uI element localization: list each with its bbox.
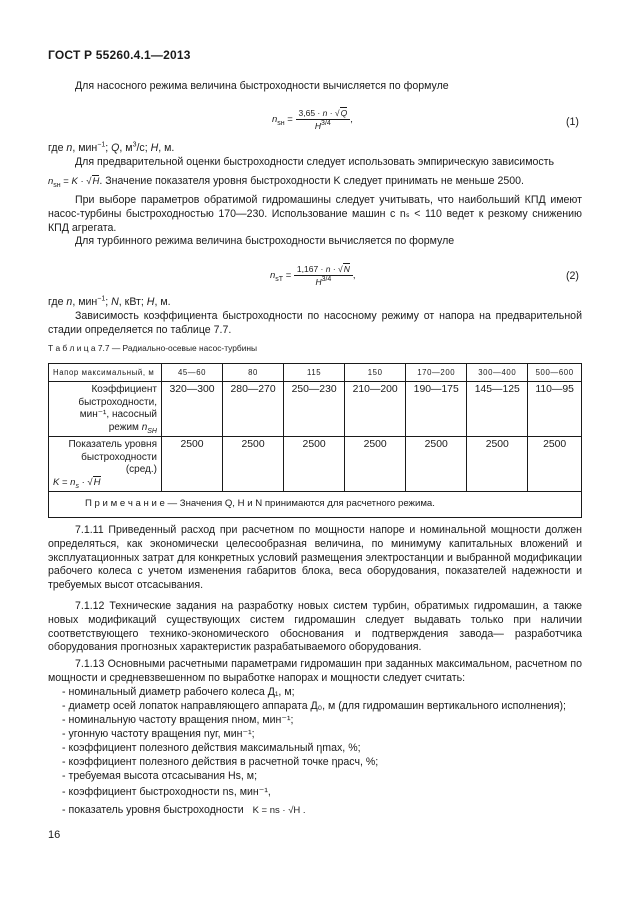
list-item: - номинальный диаметр рабочего колеса Д₁, м; [62,686,295,698]
table-cell: 2500 [406,437,467,492]
table-cell: 2500 [284,437,345,492]
row-label-speed-index: Показатель уровня быстроходности (сред.) $K = n_s \cdot √H$ [49,437,162,492]
table-cell: 145—125 [467,382,528,437]
page-number: 16 [48,829,61,841]
table-note-row [49,492,582,518]
table-7-7 [48,363,582,518]
table-cell: 250—230 [284,382,345,437]
table-cell: 110—95 [528,382,582,437]
table-cell: 320—300 [162,382,223,437]
section-7-1-13: 7.1.13 Основными расчетными параметрами гидромашин при заданных максимальном, расчетном по мощности и средневзвешенном по выработке напорах и мощности следует считать: [48,658,582,684]
equation-number-1: (1) [566,116,579,128]
list-item-last: - показатель уровня быстроходности K = ns · √H . [62,804,306,816]
row-label-speed-coefficient: Коэффициент быстроходности, мин⁻¹, насосный режим $n_{SH}$ [49,382,162,437]
table-cell: 2500 [467,437,528,492]
list-item: - коэффициент быстроходности ns, мин⁻¹, [62,786,271,798]
table-cell: 2500 [345,437,406,492]
paragraph-dependence: Зависимость коэффициента быстроходности по насосному режиму от напора на предварительной стадии определяется по таблице 7.7. [48,310,582,336]
table-col-header: 80 [223,364,284,382]
section-7-1-11: 7.1.11 Приведенный расход при расчетном по мощности напоре и номинальной мощности должен определяться, как экономически целесообразная величина, по минимуму капитальных вложений и эксплуатационных затрат для конкретных условий размещения электростанции и выбранной модификации рабочего колеса с учетом изменения габаритов блока, веса оборудования, показателей надежности и требуемых высот отсасывания. [48,524,582,592]
table-col-header: 300—400 [467,364,528,382]
paragraph-pump-mode-intro: Для насосного режима величина быстроходности вычисляется по формуле [75,80,449,92]
table-col-header: 115 [284,364,345,382]
list-item: - требуемая высота отсасывания Hs, м; [62,770,258,782]
document-header: ГОСТ Р 55260.4.1—2013 [48,48,191,62]
table-col-header: 500—600 [528,364,582,382]
table-col-header: 170—200 [406,364,467,382]
paragraph-where-1: где n, мин$^{-1}$; Q, $м^3/с$; H, м. [48,141,175,154]
list-item: - коэффициент полезного действия максимальный ηmax, %; [62,742,361,754]
table-cell: 2500 [223,437,284,492]
table-cell: 210—200 [345,382,406,437]
table-col-header: 150 [345,364,406,382]
paragraph-empirical: Для предварительной оценки быстроходности следует использовать эмпирическую зависимость [75,156,555,168]
section-7-1-12: 7.1.12 Технические задания на разработку новых систем турбин, обратимых гидромашин, а также новых модификаций существующих систем гидромашин следует выдавать только при наличии соответствующего технико-экономического обоснования и подтверждения завода— разработчика оборудования прогнозных характеристик разрабатываемого оборудования. [48,600,582,654]
table-caption: Т а б л и ц а 7.7 — Радиально-осевые насос-турбины [48,343,258,353]
table-cell: 280—270 [223,382,284,437]
table-note: П р и м е ч а н и е — Значения Q, H и N принимаются для расчетного режима. [49,492,582,518]
formula-1: $n_{sн}$ = $\frac{3,65 \cdot n \cdot √Q}{H^{3/4}}$ , [272,108,353,131]
list-item: - угонную частоту вращения nуг, мин⁻¹; [62,728,255,740]
table-cell: 2500 [162,437,223,492]
paragraph-turbine-mode-intro: Для турбинного режима величина быстроходности вычисляется по формуле [75,235,455,247]
table-header-row [49,364,582,382]
table-col-header: 45—60 [162,364,223,382]
table-header-label: Напор максимальный, м [49,364,162,382]
table-cell: 190—175 [406,382,467,437]
equation-number-2: (2) [566,270,579,282]
formula-2: $n_{sT}$ = $\frac{1,167 \cdot n \cdot √N}{H^{3/4}}$ , [270,264,356,287]
list-item: - диаметр осей лопаток направляющего аппарата Д₀, м (для гидромашин вертикального исполнения); [62,700,566,712]
table-cell: 2500 [528,437,582,492]
paragraph-selection: При выборе параметров обратимой гидромашины следует учитывать, что наибольший КПД имеют насос-турбины быстроходностью 170—230. Использование машин с nₛ < 110 ведет к резкому снижению КПД агрегата. [48,194,582,234]
table-row-speed-index [49,437,582,492]
paragraph-empirical-formula: $n_{sн} = K \cdot √H$. Значение показателя уровня быстроходности K следует принимать не меньше 2500. [48,175,524,189]
list-item: - номинальную частоту вращения nном, мин⁻¹; [62,714,294,726]
list-item: - коэффициент полезного действия в расчетной точке ηрасч, %; [62,756,379,768]
speed-index-formula: K = ns · √H . [252,805,306,816]
paragraph-where-2: где n, мин$^{-1}$; N, кВт; H, м. [48,295,171,308]
table-row-speed-coefficient [49,382,582,437]
